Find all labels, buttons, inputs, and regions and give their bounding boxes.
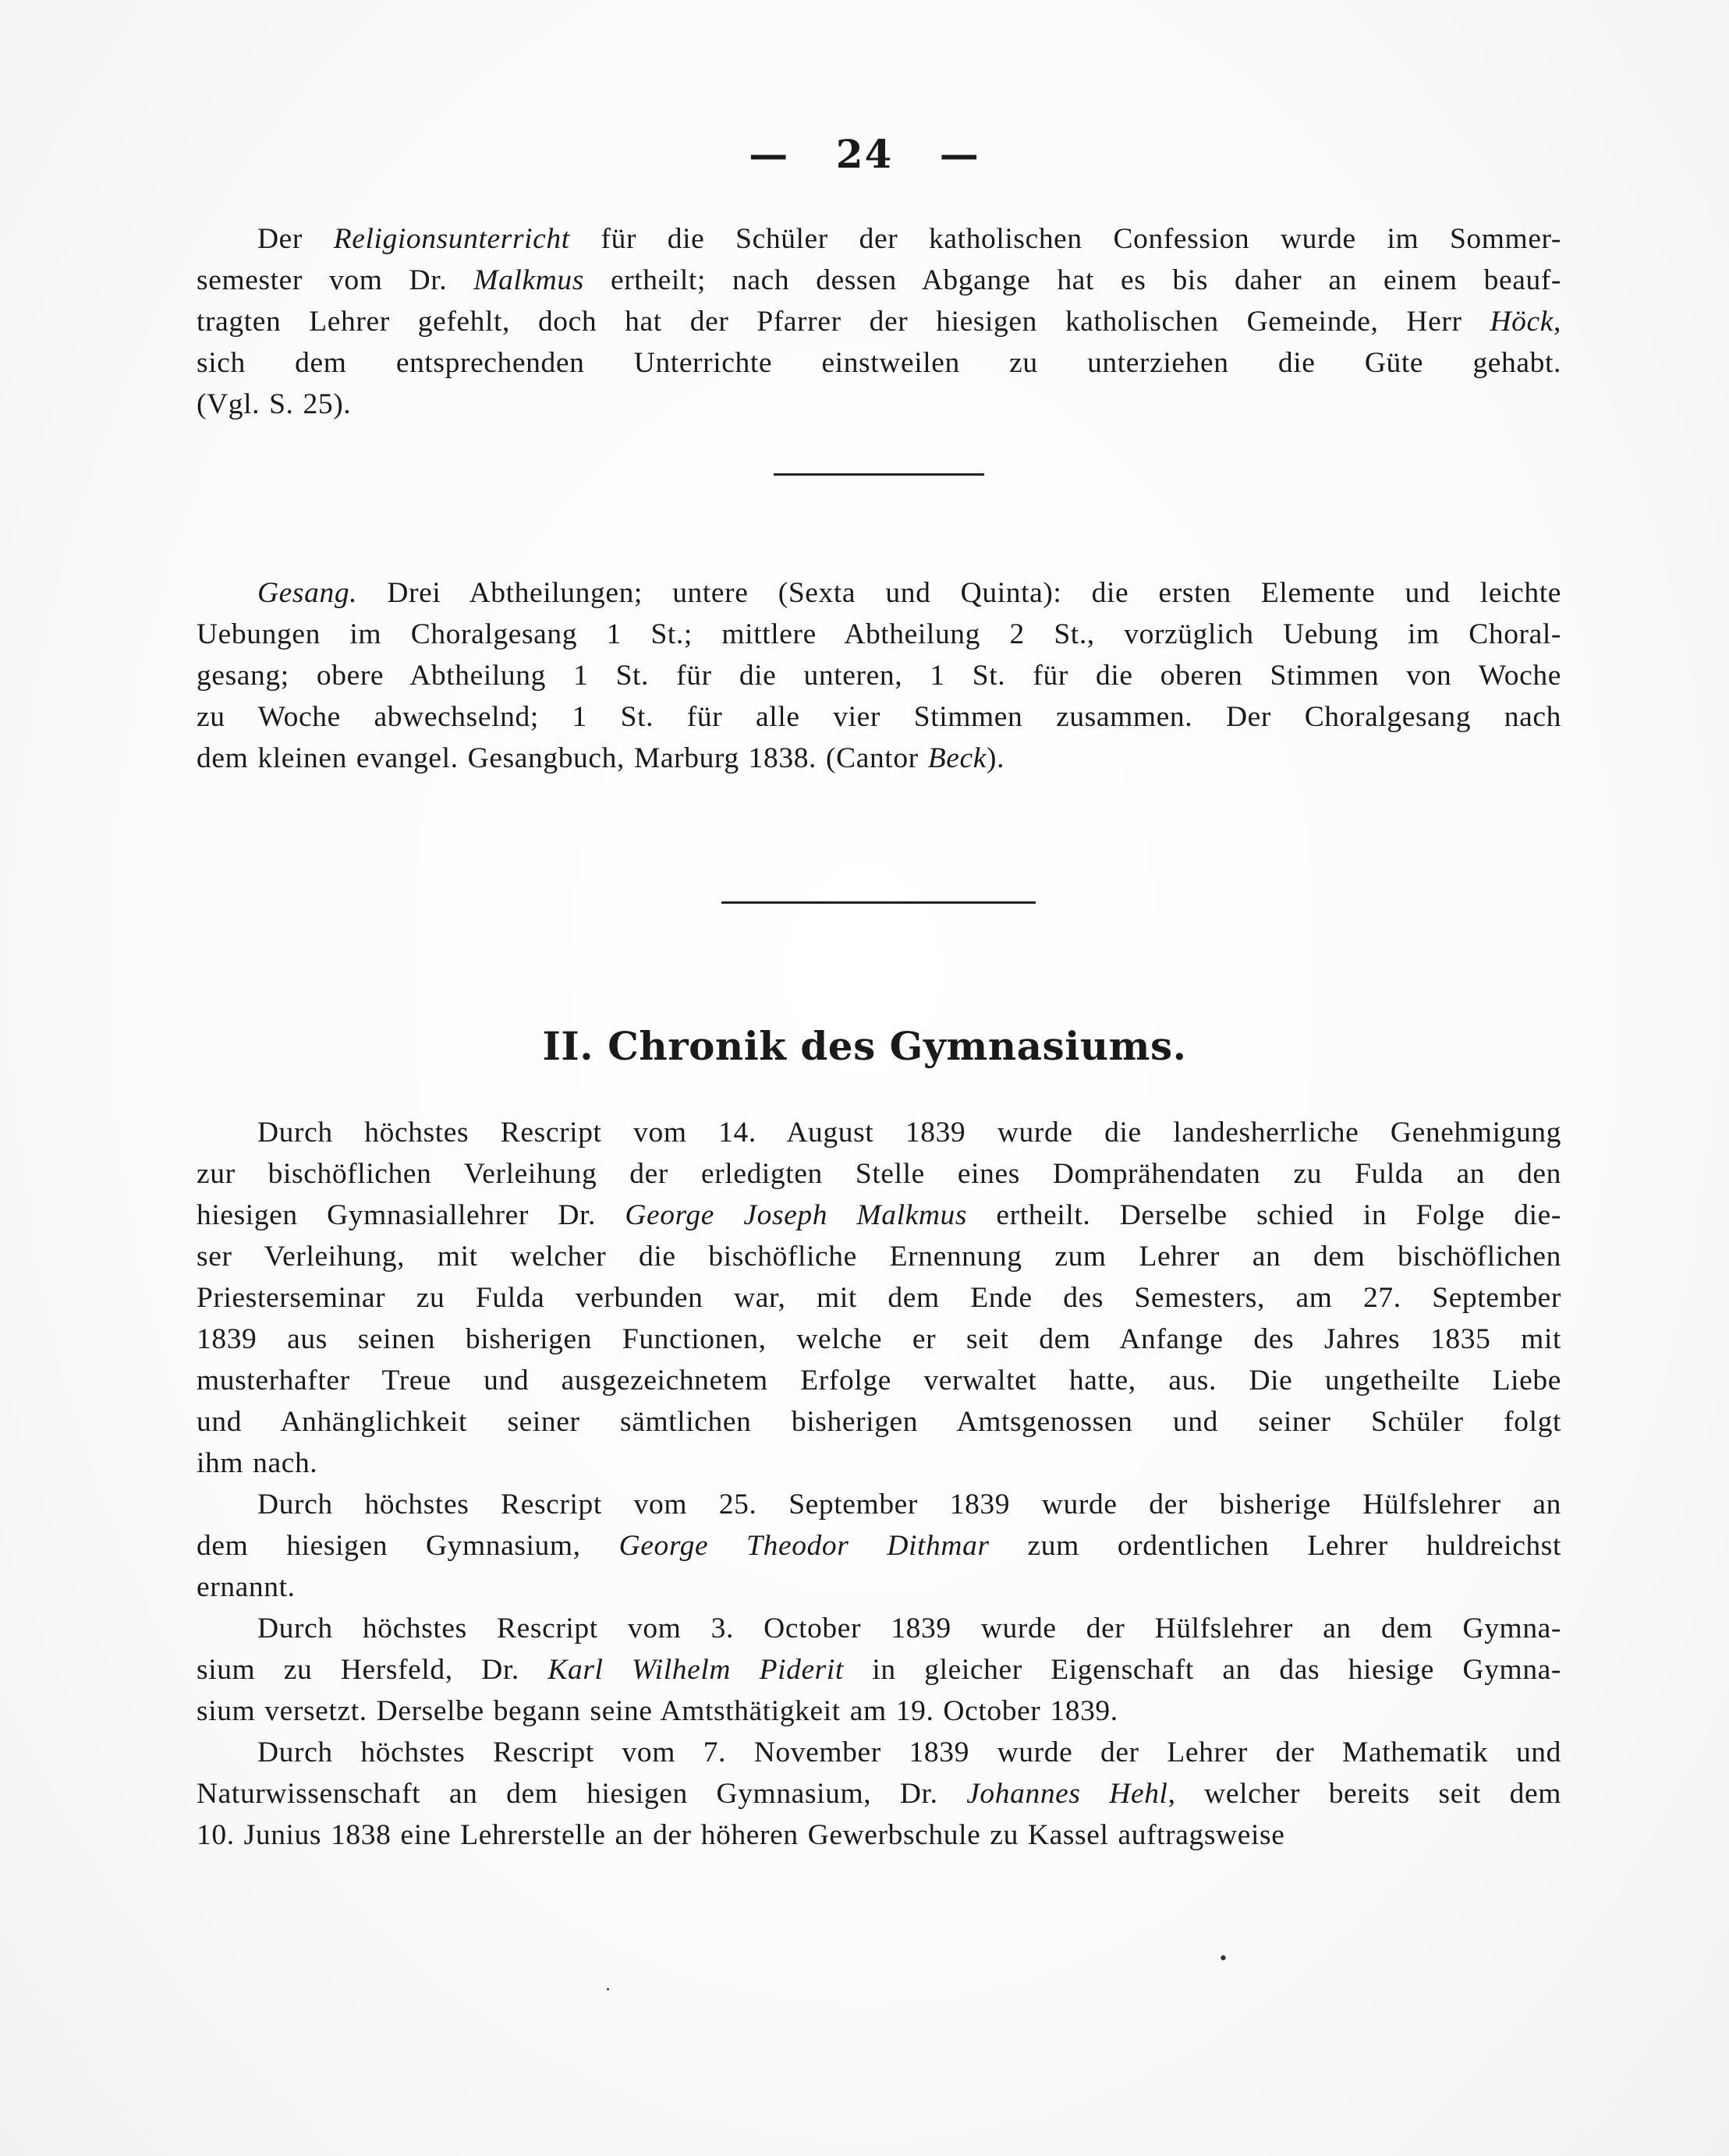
text-line [197,1401,1561,1443]
text-run: , [1554,306,1561,338]
print-speck: • [1218,1949,1228,1969]
text-line [197,1690,1561,1732]
text-line [197,1773,1561,1814]
italic-name: George Joseph Malkmus [625,1199,968,1231]
text-run: Durch höchstes Rescript vom 3. October 1839 wurde der Hülfslehrer an dem Gymna- [257,1613,1561,1644]
text-run: ihm nach. [197,1447,318,1479]
text-line [197,260,1561,301]
italic-name: Höck [1490,306,1554,338]
text-line [197,738,1561,779]
italic-name: Religionsunterricht [333,223,570,255]
text-run: sium zu Hersfeld, Dr. [197,1654,548,1686]
text-run: sich dem entsprechenden Unterrichte einstweilen zu unterziehen die Güte gehabt. [197,347,1561,379]
text-run: zur bischöflichen Verleihung der erledigten Stelle eines Domprähendaten zu Fulda an den [197,1158,1561,1190]
text-run: für die Schüler der katholischen Confession wurde im Sommer- [569,223,1561,255]
text-run: zum ordentlichen Lehrer huldreichst [989,1530,1561,1562]
page-number: 24 [835,131,894,177]
text-run: ). [986,742,1005,774]
text-line [197,1195,1561,1236]
text-run: (Vgl. S. 25). [197,388,352,420]
dash-right: — [939,131,980,177]
chronik-paragraph [197,1484,1561,1608]
text-run: hiesigen Gymnasiallehrer Dr. [197,1199,625,1231]
chronik-paragraph [197,1732,1561,1856]
text-run: dem kleinen evangel. Gesangbuch, Marburg 1838. (Cantor [197,742,928,774]
text-line [197,1360,1561,1401]
text-line [197,1525,1561,1567]
text-run: ernannt. [197,1571,296,1603]
text-line [197,655,1561,696]
text-run: Durch höchstes Rescript vom 14. August 1839 wurde die landesherrliche Genehmigung [257,1117,1561,1149]
text-line [197,1567,1561,1608]
chronik-paragraph [197,1608,1561,1732]
text-run: Priesterseminar zu Fulda verbunden war, mit dem Ende des Semesters, am 27. September [197,1282,1561,1314]
text-run: tragten Lehrer gefehlt, doch hat der Pfarrer der hiesigen katholischen Gemeinde, Herr [197,306,1490,338]
text-run: Durch höchstes Rescript vom 25. September 1839 wurde der bisherige Hülfslehrer an [257,1489,1561,1521]
text-line [197,1319,1561,1360]
gesang-paragraph [197,572,1561,779]
text-line [197,218,1561,260]
separator-rule-2 [721,901,1036,904]
text-run: Naturwissenschaft an dem hiesigen Gymnasium, Dr. [197,1778,967,1810]
page-header [0,131,1729,177]
text-line [197,1236,1561,1277]
text-line [197,342,1561,384]
text-run: und Anhänglichkeit seiner sämtlichen bisherigen Amtsgenossen und seiner Schüler folgt [197,1406,1561,1438]
dash-left: — [749,131,790,177]
section-heading: II. Chronik des Gymnasiums. [542,1023,1187,1069]
text-run: in gleicher Eigenschaft an das hiesige Gymna- [843,1654,1561,1686]
text-run: zu Woche abwechselnd; 1 St. für alle vier Stimmen zusammen. Der Choralgesang nach [197,701,1561,733]
text-run: dem hiesigen Gymnasium, [197,1530,619,1562]
text-line [197,1112,1561,1153]
text-run: 10. Junius 1838 eine Lehrerstelle an der höheren Gewerbschule zu Kassel auftragsweise [197,1819,1285,1851]
text-run: Uebungen im Choralgesang 1 St.; mittlere Abtheilung 2 St., vorzüglich Uebung im Choral- [197,618,1561,650]
text-line [197,1153,1561,1195]
chronik-section [197,1112,1561,1856]
italic-name: Johannes Hehl [966,1778,1168,1810]
separator-rule-1 [774,473,984,476]
chronik-paragraph [197,1112,1561,1484]
text-run: Drei Abtheilungen; untere (Sexta und Quinta): die ersten Elemente und leichte [357,577,1561,609]
italic-name: George Theodor Dithmar [618,1530,990,1562]
text-run: gesang; obere Abtheilung 1 St. für die unteren, 1 St. für die oberen Stimmen von Woche [197,660,1561,692]
text-line [197,1443,1561,1484]
text-run: semester vom Dr. [197,264,474,296]
text-line [197,1732,1561,1773]
text-run: , welcher bereits seit dem [1167,1778,1561,1810]
text-line [197,572,1561,614]
text-run: Der [257,223,334,255]
text-run: ser Verleihung, mit welcher die bischöfliche Ernennung zum Lehrer an dem bischöflichen [197,1241,1561,1273]
text-line [197,1649,1561,1690]
text-line [197,614,1561,655]
text-line [197,384,1561,425]
text-run: Durch höchstes Rescript vom 7. November 1839 wurde der Lehrer der Mathematik und [257,1736,1561,1768]
text-line [197,1814,1561,1856]
italic-name: Malkmus [473,264,584,296]
text-line [197,301,1561,342]
text-line [197,1608,1561,1649]
religion-paragraph [197,218,1561,425]
text-line [197,696,1561,738]
text-run: sium versetzt. Derselbe begann seine Amtsthätigkeit am 19. October 1839. [197,1695,1118,1727]
text-run: ertheilt; nach dessen Abgange hat es bis daher an einem beauf- [583,264,1561,296]
italic-name: Beck [927,742,987,774]
italic-name: Karl Wilhelm Piderit [547,1654,844,1686]
text-line [197,1484,1561,1525]
text-run: ertheilt. Derselbe schied in Folge die- [967,1199,1562,1231]
text-line [197,1277,1561,1319]
text-run: 1839 aus seinen bisherigen Functionen, welche er seit dem Anfange des Jahres 1835 mit [197,1323,1561,1355]
print-speck: · [605,1981,611,2000]
text-run: musterhafter Treue und ausgezeichnetem Erfolge verwaltet hatte, aus. Die ungetheilte Liebe [197,1365,1561,1397]
italic-name: Gesang. [257,577,358,609]
